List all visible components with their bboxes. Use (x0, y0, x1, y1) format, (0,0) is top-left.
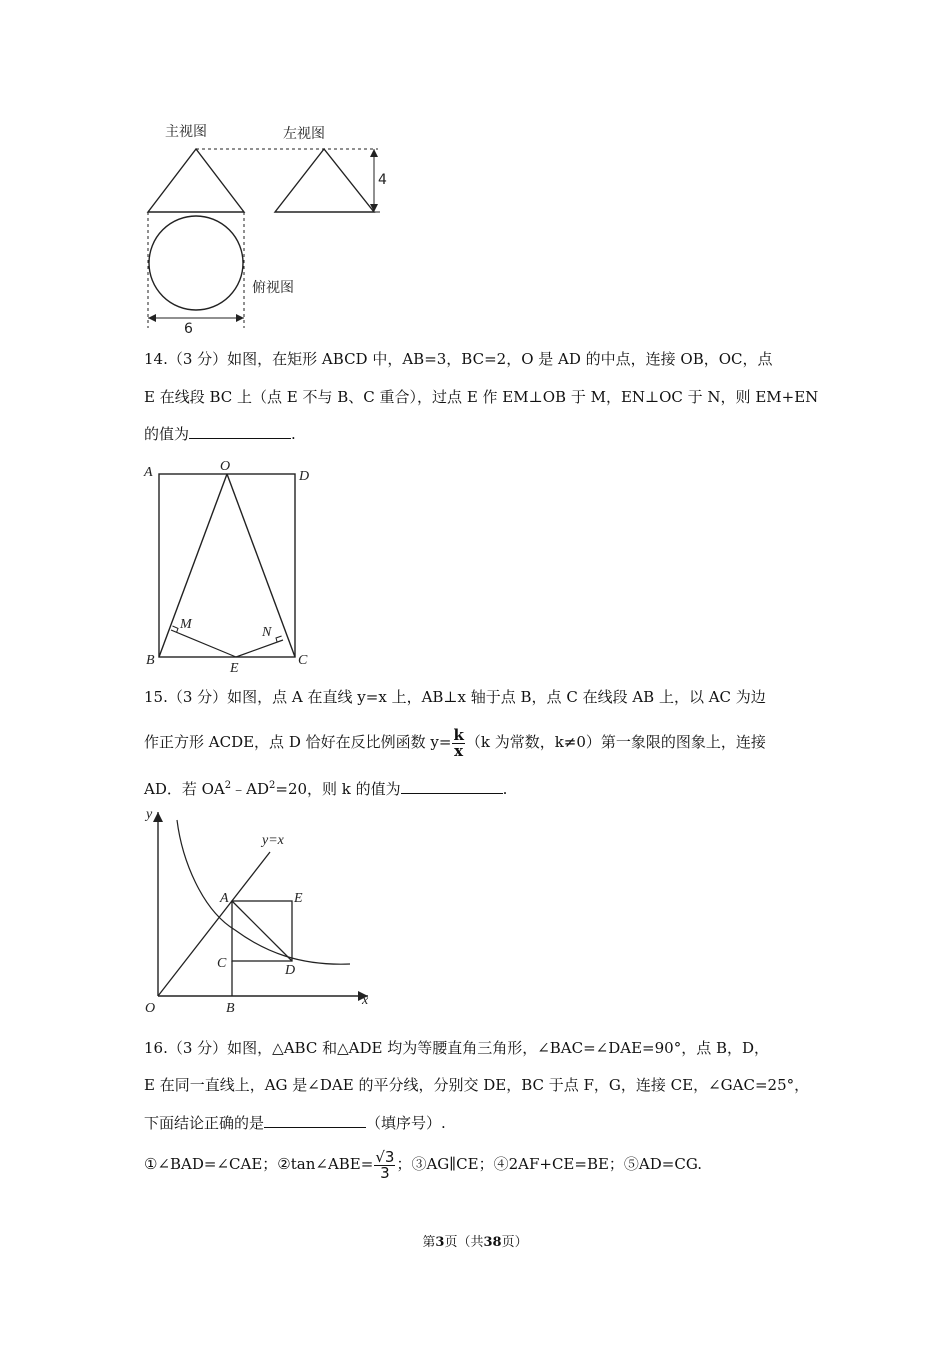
front-view-triangle (148, 149, 244, 212)
front-view-label: 主视图 (165, 124, 207, 140)
label-D: D (285, 963, 296, 978)
q15-line3: AD．若 $OA^2﹣AD^2=20$，则 k 的值为 . (144, 780, 508, 798)
answer-blank[interactable] (264, 1113, 366, 1128)
fraction-k-over-x: $\frac{k}{x}$ (453, 725, 464, 760)
height-label: 4 (378, 172, 387, 188)
three-view-figure (138, 118, 398, 336)
page-total: 38 (483, 1235, 502, 1250)
label-E: E (294, 891, 303, 906)
q15-line1: 15.（3 分）如图，点 A 在直线 y=x 上，AB⊥x 轴于点 B，点 C 在线段 AB 上，以 AC 为边 (144, 688, 766, 706)
page-number: 3 (435, 1235, 445, 1250)
top-view-label: 俯视图 (252, 280, 294, 296)
q16-line3: 下面结论正确的是 （填序号）. (144, 1114, 446, 1132)
q16-line1: 16.（3 分）如图，△ABC 和△ADE 均为等腰直角三角形，∠BAC=∠DAE=90°，点 B，D， (144, 1039, 770, 1057)
q16-line4: ①∠BAD=∠CAE；②tan∠ABE= $\frac{√3}{3}$ ；③AG∥CE；④2AF+CE=BE；⑤AD=CG. (144, 1147, 703, 1182)
label-D: D (299, 469, 310, 484)
label-A: A (144, 465, 153, 480)
label-E: E (230, 661, 239, 674)
fraction-sqrt3-over-3: $\frac{√3}{3}$ (375, 1147, 395, 1182)
label-line-yx: y=x (262, 833, 284, 848)
q14-line1: 14.（3 分）如图，在矩形 ABCD 中，AB=3，BC=2，O 是 AD 的中点，连接 OB，OC，点 (144, 350, 773, 368)
rectangle-figure (140, 452, 320, 674)
label-O: O (145, 1001, 156, 1016)
page-footer: 第3页（共38页） (422, 1235, 528, 1250)
q15-line2: 作正方形 ACDE，点 D 恰好在反比例函数 y= $\frac{k}{x}$ （k 为常数，k≠0）第一象限的图象上，连接 (144, 725, 766, 760)
answer-blank[interactable] (189, 424, 291, 439)
label-C: C (217, 956, 227, 971)
left-view-triangle (275, 149, 374, 212)
coordinate-figure (140, 800, 380, 1020)
label-B: B (146, 653, 155, 668)
q16-line2: E 在同一直线上，AG 是∠DAE 的平分线，分别交 DE，BC 于点 F，G，连接 CE，∠GAC=25°， (144, 1076, 810, 1094)
label-y-axis: y (146, 807, 153, 822)
label-B: B (226, 1001, 235, 1016)
q14-line3: 的值为 . (144, 425, 296, 443)
top-view-circle (149, 216, 243, 310)
label-C: C (298, 653, 308, 668)
width-label: 6 (184, 321, 193, 336)
answer-blank[interactable] (401, 779, 503, 794)
left-view-label: 左视图 (283, 126, 325, 142)
q14-line2: E 在线段 BC 上（点 E 不与 B、C 重合），过点 E 作 EM⊥OB 于 M，EN⊥OC 于 N，则 EM+EN (144, 388, 819, 406)
label-M: M (180, 617, 192, 632)
label-N: N (262, 625, 272, 640)
label-x-axis: x (362, 993, 369, 1008)
label-A: A (220, 891, 229, 906)
label-O: O (220, 459, 231, 474)
